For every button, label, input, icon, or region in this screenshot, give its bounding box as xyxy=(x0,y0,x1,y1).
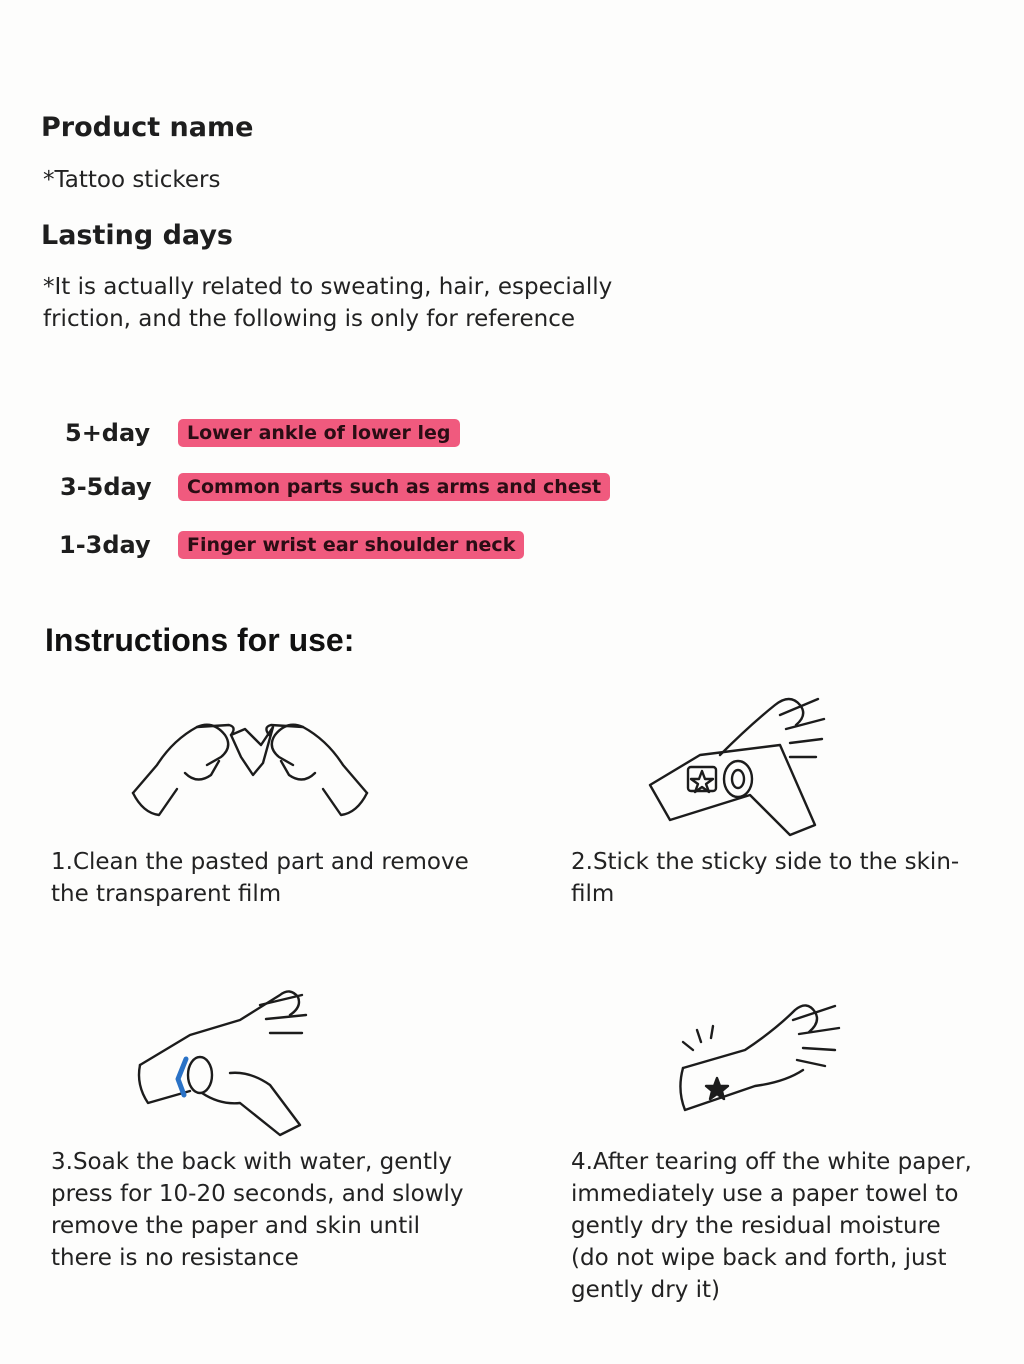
step-line: remove the paper and skin until xyxy=(51,1213,421,1239)
duration-label: 5+day xyxy=(65,419,151,447)
step-line: 1.Clean the pasted part and remove xyxy=(51,849,469,875)
duration-label: 3-5day xyxy=(60,473,152,501)
step-3-text xyxy=(51,1146,511,1274)
step-line: gently dry it) xyxy=(571,1277,721,1303)
step-line: 2.Stick the sticky side to the skin- xyxy=(571,849,960,875)
step-4-text xyxy=(571,1146,1001,1306)
lasting-note-line-2: friction, and the following is only for reference xyxy=(43,306,576,332)
step-line: the transparent film xyxy=(51,881,282,907)
product-name-value: *Tattoo stickers xyxy=(43,167,221,193)
step-line: press for 10-20 seconds, and slowly xyxy=(51,1181,464,1207)
duration-parts-badge: Lower ankle of lower leg xyxy=(178,419,460,447)
step-line: (do not wipe back and forth, just xyxy=(571,1245,947,1271)
step-line: there is no resistance xyxy=(51,1245,299,1271)
duration-parts-badge: Common parts such as arms and chest xyxy=(178,473,610,501)
step-line: gently dry the residual moisture xyxy=(571,1213,941,1239)
hand-soaking-sticker-icon xyxy=(130,975,310,1145)
duration-label: 1-3day xyxy=(59,531,151,559)
instructions-heading: Instructions for use: xyxy=(45,622,355,658)
duration-parts-badge: Finger wrist ear shoulder neck xyxy=(178,531,524,559)
step-2-text xyxy=(571,846,991,910)
step-line: 4.After tearing off the white paper, xyxy=(571,1149,972,1175)
duration-row-3-5 xyxy=(0,468,700,508)
lasting-note-line-1: *It is actually related to sweating, hair, especially xyxy=(43,274,613,300)
step-line: immediately use a paper towel to xyxy=(571,1181,959,1207)
product-name-heading: Product name xyxy=(41,112,254,143)
lasting-days-heading: Lasting days xyxy=(41,220,233,251)
hand-pressing-sticker-icon xyxy=(640,685,840,845)
step-line: film xyxy=(571,881,615,907)
duration-row-5plus xyxy=(0,414,700,454)
lasting-days-note xyxy=(43,271,663,335)
hands-peeling-film-icon xyxy=(125,705,375,825)
duration-row-1-3 xyxy=(0,526,700,566)
step-line: 3.Soak the back with water, gently xyxy=(51,1149,452,1175)
step-1-text xyxy=(51,846,501,910)
arm-with-star-tattoo-icon xyxy=(675,990,845,1120)
